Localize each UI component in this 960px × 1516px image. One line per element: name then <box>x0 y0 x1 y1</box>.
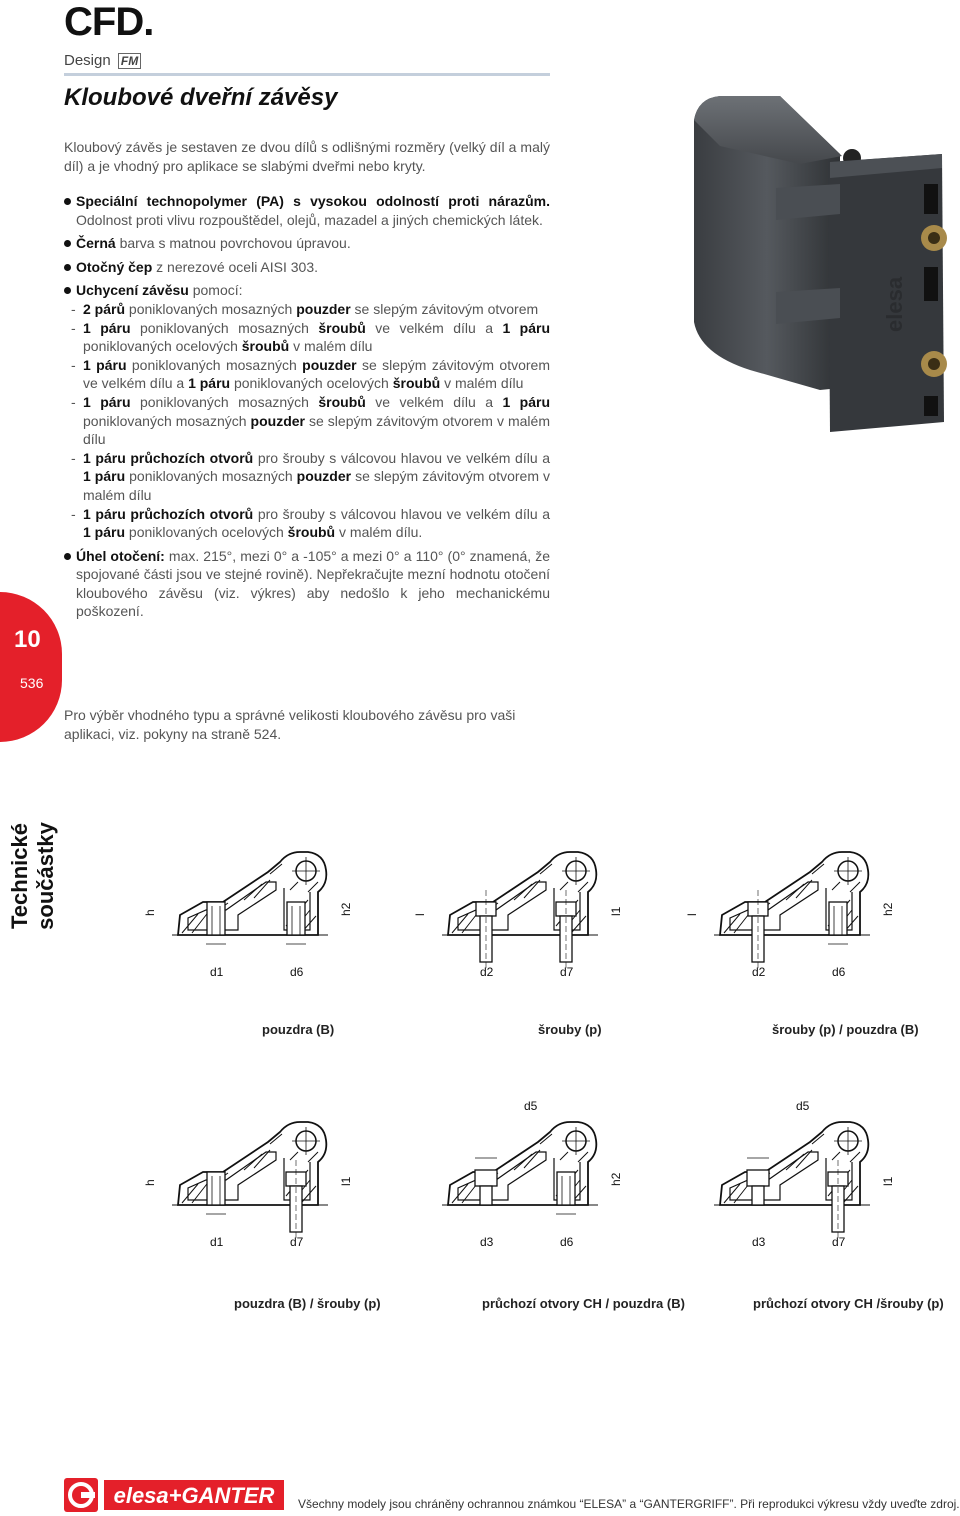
design-label: Design <box>64 52 111 69</box>
mounting-option: - 2 párů poniklovaných mosazných pouzder se slepým závitovým otvorem <box>71 300 539 317</box>
hinge-section-drawing <box>700 1100 910 1270</box>
dimension-label-l1: l1 <box>609 906 623 916</box>
hinge-drawing <box>143 830 368 1005</box>
pivot-pin-icon <box>296 1131 316 1151</box>
dimension-label-d5: d5 <box>796 1099 810 1113</box>
chapter-tab <box>0 592 62 742</box>
chapter-number: 10 <box>14 626 41 653</box>
dimension-label-d2: d2 <box>480 965 494 979</box>
dimension-label-d6: d6 <box>832 965 846 979</box>
elesa-ganter-logo <box>64 1478 286 1512</box>
dimension-label-d6: d6 <box>560 1235 574 1249</box>
product-code: CFD. <box>64 0 154 44</box>
hinge-drawing <box>428 1100 638 1275</box>
dimension-label-l: l <box>685 913 699 916</box>
hinge-section-drawing <box>143 830 368 1000</box>
feature-rotation: Úhel otočení: max. 215°, mezi 0° a -105° a mezi 0° a 110° (0° znamená, že spojované části jsou ve stejné rovině). Nepřekračujte mezní hodnotu otočení kloubového závěsu (viz. výkres) aby nedošlo k jeho mechanickému poškození. <box>64 547 550 621</box>
screw-head-icon <box>556 902 576 916</box>
design-line <box>64 52 141 69</box>
bushing-icon <box>557 1172 575 1205</box>
hinge-section-drawing <box>143 1100 368 1270</box>
hinge-photo <box>680 92 956 442</box>
bushing-icon <box>207 902 225 935</box>
dimension-label-h2: h2 <box>881 902 895 916</box>
dimension-label-l: l <box>413 913 427 916</box>
dimension-label-d7: d7 <box>560 965 574 979</box>
hinge-drawing <box>143 1100 368 1275</box>
feature-color: Černá barva s matnou povrchovou úpravou. <box>64 234 550 253</box>
hinge-section-drawing <box>428 1100 638 1270</box>
dimension-label-d3: d3 <box>480 1235 494 1249</box>
mounting-options <box>64 300 550 542</box>
intro-paragraph: Kloubový závěs je sestaven ze dvou dílů s odlišnými rozměry (velký díl a malý díl) a je vhodný pro aplikace se slabými dveřmi nebo kryty. <box>64 139 550 174</box>
screw-head-icon <box>286 1172 306 1186</box>
hinge-section-drawing <box>685 830 910 1000</box>
screw-shank-icon <box>480 916 492 962</box>
drawing-caption: průchozí otvory CH / pouzdra (B) <box>482 1296 685 1311</box>
hinge-drawing <box>700 1100 910 1275</box>
page-number: 536 <box>20 675 44 691</box>
dimension-label-h2: h2 <box>339 902 353 916</box>
screw-shank-icon <box>560 916 572 962</box>
dimension-label-h: h <box>143 1179 157 1186</box>
pivot-pin-icon <box>566 1131 586 1151</box>
screw-shank-icon <box>290 1186 302 1232</box>
hinge-section-outline <box>178 1122 326 1205</box>
hinge-section-outline <box>448 1122 596 1205</box>
mounting-option: - 1 páru poniklovaných mosazných pouzder se slepým závitovým otvorem ve velkém dílu a 1 páru poniklovaných ocelových šroubů v malém dílu <box>71 356 551 392</box>
section-label: Technické součástky <box>7 822 58 930</box>
feature-material: Speciální technopolymer (PA) s vysokou odolností proti nárazům. Odolnost proti vlivu rozpouštědel, olejů, mazadel a jiných chemických látek. <box>64 192 550 229</box>
feature-list <box>64 192 550 626</box>
screw-head-icon <box>476 902 496 916</box>
design-mark-logo: FM <box>118 53 141 69</box>
pivot-pin-icon <box>838 1131 858 1151</box>
dimension-label-d1: d1 <box>210 1235 224 1249</box>
drawing-caption: pouzdra (B) / šrouby (p) <box>234 1296 381 1311</box>
drawing-caption: pouzdra (B) <box>262 1022 335 1037</box>
bushing-icon <box>829 902 847 935</box>
hinge-section-drawing <box>413 830 638 1000</box>
pivot-pin-icon <box>566 861 586 881</box>
hinge-section-outline <box>448 852 596 935</box>
through-hole-icon <box>475 1170 497 1186</box>
bushing-icon <box>207 1172 225 1205</box>
hinge-section-outline <box>720 852 868 935</box>
screw-shank-icon <box>752 916 764 962</box>
dimension-label-d3: d3 <box>752 1235 766 1249</box>
dimension-label-l1: l1 <box>339 1176 353 1186</box>
selection-note: Pro výběr vhodného typu a správné velikosti kloubového závěsu pro vaši aplikaci, viz. pokyny na straně 524. <box>64 707 516 742</box>
mounting-option: - 1 páru poniklovaných mosazných šroubů ve velkém dílu a 1 páru poniklovaných mosazných pouzder se slepým závitovým otvorem v malém dílu <box>71 393 551 448</box>
page-title: Kloubové dveřní závěsy <box>64 84 338 111</box>
brand-emboss: elesa <box>882 276 907 332</box>
dimension-label-d5: d5 <box>524 1099 538 1113</box>
mounting-option: - 1 páru poniklovaných mosazných šroubů ve velkém dílu a 1 páru poniklovaných ocelových šroubů v malém dílu <box>71 319 551 355</box>
feature-pivot: Otočný čep z nerezové oceli AISI 303. <box>64 258 550 277</box>
dimension-label-d6: d6 <box>290 965 304 979</box>
hinge-drawing <box>413 830 638 1005</box>
screw-head-icon <box>748 902 768 916</box>
screw-head-icon <box>828 1172 848 1186</box>
through-hole-icon <box>747 1170 769 1186</box>
dimension-label-d2: d2 <box>752 965 766 979</box>
dimension-label-d1: d1 <box>210 965 224 979</box>
hinge-section-outline <box>720 1122 868 1205</box>
trademark-note: Všechny modely jsou chráněny ochrannou známkou “ELESA” a “GANTERGRIFF”. Při reprodukci výkresu vždy uveďte zdroj. <box>298 1497 960 1511</box>
pivot-pin-icon <box>838 861 858 881</box>
hinge-section-outline <box>178 852 326 935</box>
dimension-label-d7: d7 <box>832 1235 846 1249</box>
screw-shank-icon <box>832 1186 844 1232</box>
dimension-label-h: h <box>143 909 157 916</box>
dimension-label-d7: d7 <box>290 1235 304 1249</box>
dimension-label-h2: h2 <box>609 1172 623 1186</box>
drawing-caption: průchozí otvory CH /šrouby (p) <box>753 1296 944 1311</box>
drawing-caption: šrouby (p) <box>538 1022 602 1037</box>
brand-name: elesa+GANTER <box>113 1483 275 1508</box>
drawing-caption: šrouby (p) / pouzdra (B) <box>772 1022 919 1037</box>
title-divider <box>64 73 550 76</box>
mounting-option: - 1 páru průchozích otvorů pro šrouby s válcovou hlavou ve velkém dílu a 1 páru poniklovaných mosazných pouzder se slepým závitovým otvorem v malém dílu <box>71 449 551 503</box>
dimension-label-l1: l1 <box>881 1176 895 1186</box>
mounting-option: - 1 páru průchozích otvorů pro šrouby s válcovou hlavou ve velkém dílu a 1 páru poniklovaných ocelových šroubů v malém dílu. <box>71 505 551 541</box>
pivot-pin-icon <box>296 861 316 881</box>
hinge-drawing <box>685 830 910 1005</box>
bushing-icon <box>287 902 305 935</box>
feature-mounting: Uchycení závěsu pomocí: <box>64 281 550 300</box>
